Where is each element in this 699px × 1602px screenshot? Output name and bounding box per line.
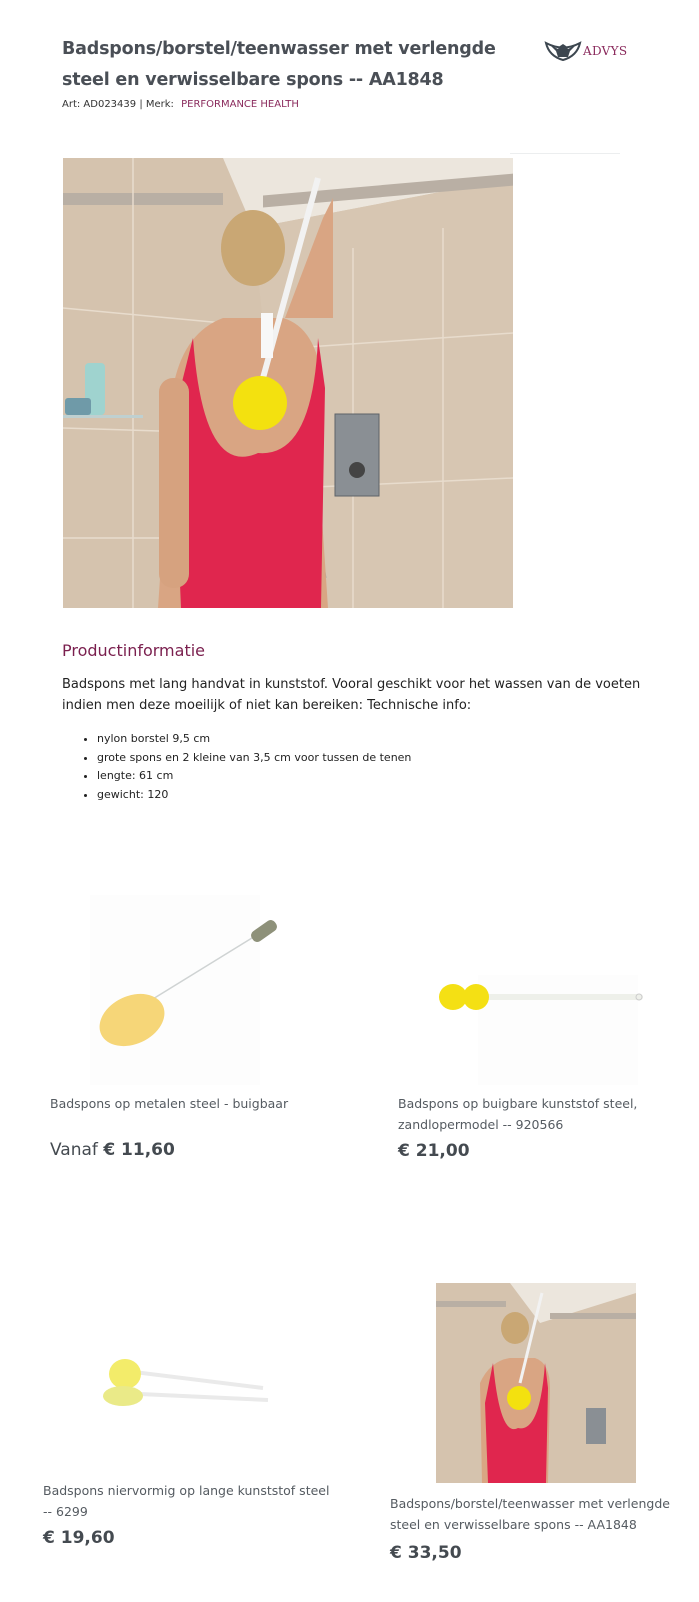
price-amount: € 21,00 [398,1141,470,1161]
product-name[interactable]: Badspons/borstel/teenwasser met verlengde steel en verwisselbare spons -- AA1848 [390,1496,670,1532]
product-header [62,34,628,110]
metal-stem-sponge-image [50,895,290,1085]
price-prefix: Vanaf [50,1140,98,1160]
spec-item: • nylon borstel 9,5 cm [97,730,652,749]
spec-list [62,730,652,804]
product-price [50,1140,350,1160]
product-thumbnail[interactable] [50,895,290,1085]
kidney-sponge-image [43,1283,333,1478]
related-product-card[interactable] [43,1283,343,1548]
main-product-image[interactable] [63,158,513,608]
spec-item: • grote spons en 2 kleine van 3,5 cm voor tussen de tenen [97,749,652,768]
article-number: Art: AD023439 | Merk: [62,99,174,110]
spec-item: • lengte: 61 cm [97,767,652,786]
product-thumbnail[interactable] [398,895,648,1085]
product-information [62,641,652,804]
product-name[interactable]: Badspons niervormig op lange kunststof steel -- 6299 [43,1483,330,1519]
section-heading: Productinformatie [62,641,206,660]
related-product-card[interactable] [398,895,678,1161]
shower-photo-thumb [390,1283,680,1483]
logo-text: ADVYS [583,44,628,58]
brand-link[interactable]: PERFORMANCE HEALTH [181,99,299,110]
product-description: Badspons met lang handvat in kunststof. Vooral geschikt voor het wassen van de voeten indien men deze moeilijk of niet kan bereiken: Technische info: [62,677,641,713]
product-price [390,1543,680,1563]
product-name[interactable]: Badspons op buigbare kunststof steel, zandlopermodel -- 920566 [398,1096,638,1132]
advys-logo-icon [544,40,582,62]
product-price [43,1528,343,1548]
price-amount: € 33,50 [390,1543,462,1563]
product-thumbnail[interactable] [43,1283,333,1478]
divider [510,153,620,154]
hourglass-sponge-image [398,895,648,1085]
related-product-card[interactable] [390,1283,680,1563]
related-product-card[interactable] [50,895,350,1160]
advys-logo[interactable] [544,40,627,62]
product-thumbnail[interactable] [390,1283,680,1483]
product-price [398,1141,678,1161]
spec-item: • gewicht: 120 [97,786,652,805]
product-title: Badspons/borstel/teenwasser met verlengde steel en verwisselbare spons -- AA1848 [62,39,496,90]
price-amount: € 11,60 [103,1140,175,1160]
price-amount: € 19,60 [43,1528,115,1548]
product-name[interactable]: Badspons op metalen steel - buigbaar [50,1096,289,1111]
shower-photo [63,158,513,608]
product-meta [62,99,622,110]
